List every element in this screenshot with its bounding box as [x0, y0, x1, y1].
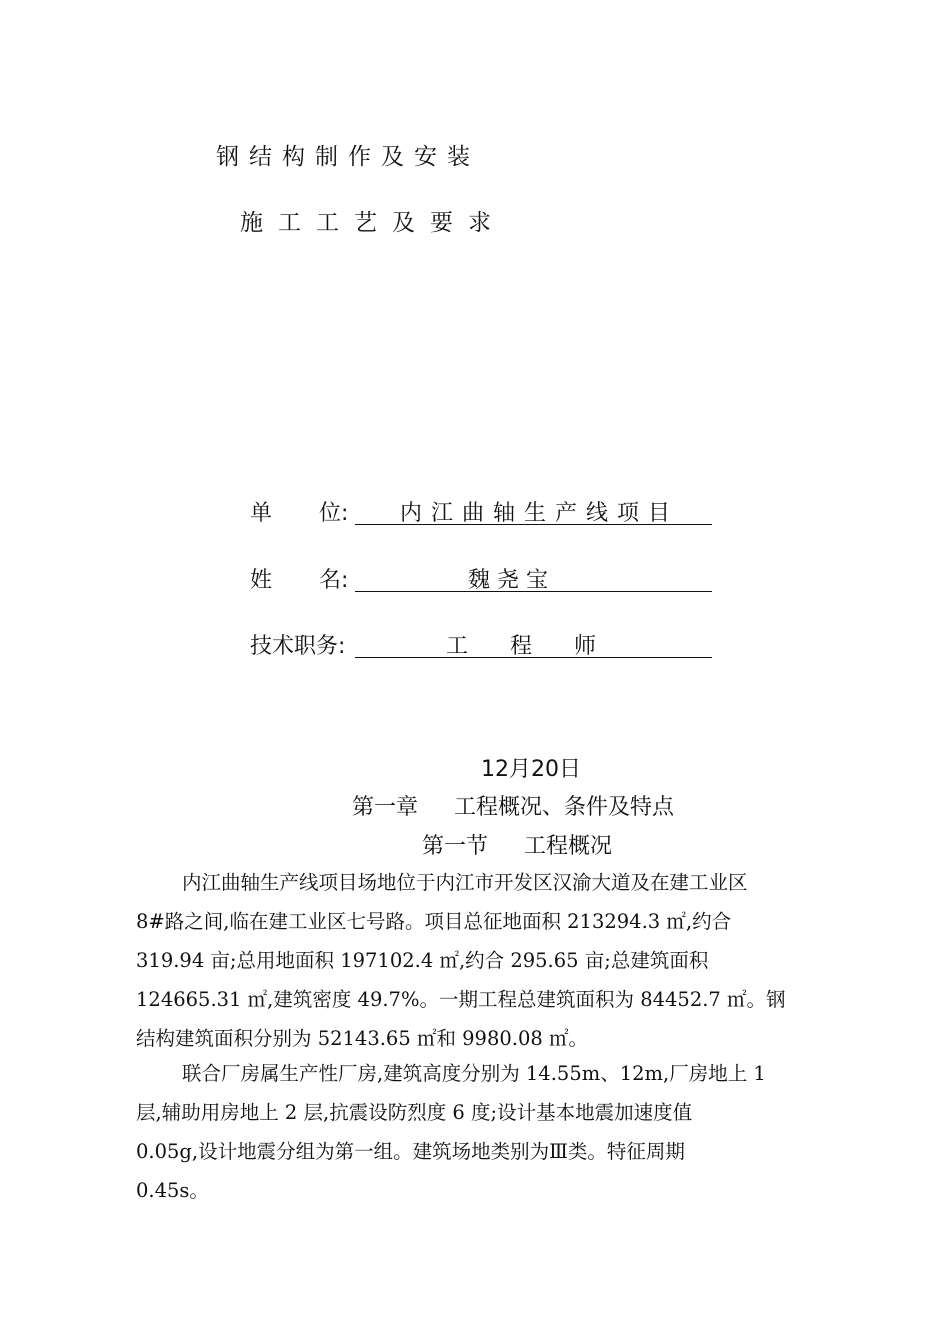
chapter-heading	[352, 790, 674, 821]
cover-title-line2: 施工工艺及要求	[240, 210, 506, 236]
paragraph-line: 0.05g,设计地震分组为第一组。建筑场地类别为Ⅲ类。特征周期	[136, 1140, 685, 1163]
paragraph-line: 内江曲轴生产线项目场地位于内江市开发区汉渝大道及在建工业区	[182, 871, 748, 894]
unit-label: 单 位:	[250, 501, 349, 526]
paragraph-line: 0.45s。	[136, 1179, 209, 1202]
chapter-title: 工程概况、条件及特点	[454, 795, 675, 820]
paragraph-line: 结构建筑面积分别为 52143.65 ㎡和 9980.08 ㎡。	[136, 1027, 588, 1050]
paragraph-line: 联合厂房属生产性厂房,建筑高度分别为 14.55m、12m,厂房地上 1	[182, 1062, 766, 1085]
chapter-number: 第一章	[352, 795, 419, 820]
paragraph-line: 层,辅助用房地上 2 层,抗震设防烈度 6 度;设计基本地震加速度值	[136, 1101, 693, 1124]
paragraph-project-overview	[136, 863, 856, 1058]
section-heading	[422, 829, 612, 860]
cover-title-line1: 钢结构制作及安装	[216, 144, 480, 170]
name-value: 魏尧宝	[468, 568, 556, 593]
paragraph-line: 319.94 亩;总用地面积 197102.4 ㎡,约合 295.65 亩;总建筑面积	[136, 949, 709, 972]
job-title-label: 技术职务:	[250, 634, 346, 659]
job-title-value: 工程师	[446, 634, 639, 659]
unit-value: 内江曲轴生产线项目	[400, 501, 680, 526]
section-number: 第一节	[422, 834, 489, 859]
name-label: 姓 名:	[250, 568, 349, 593]
document-date: 12月20日	[481, 757, 581, 782]
section-title: 工程概况	[524, 834, 613, 859]
paragraph-building-info	[136, 1054, 856, 1210]
paragraph-line: 8#路之间,临在建工业区七号路。项目总征地面积 213294.3 ㎡,约合	[136, 910, 732, 933]
paragraph-line: 124665.31 ㎡,建筑密度 49.7%。一期工程总建筑面积为 84452.7 ㎡。钢	[136, 988, 786, 1011]
